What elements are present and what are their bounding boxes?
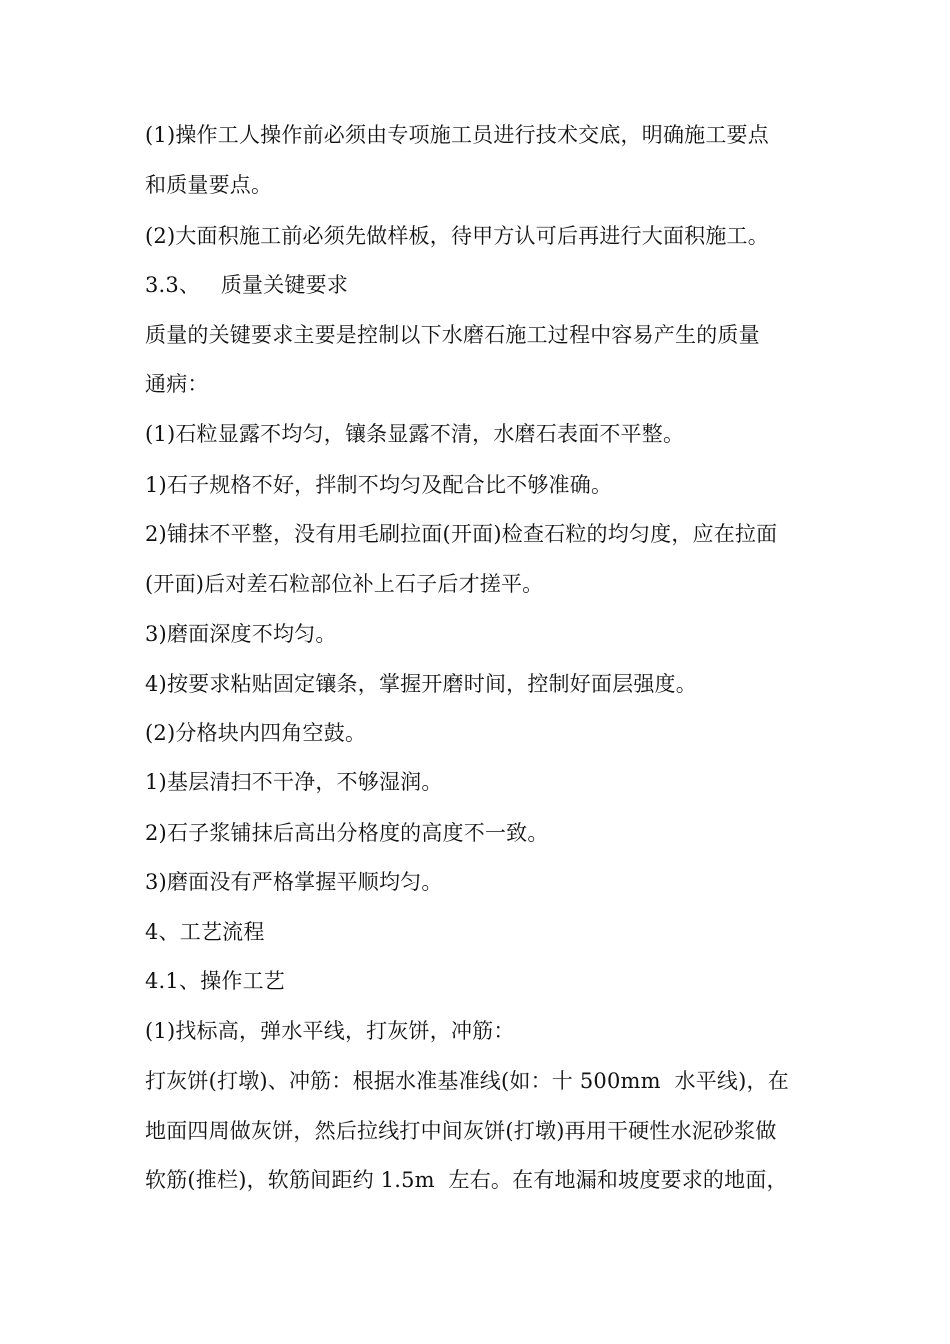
text-line: (2)分格块内四角空鼓。 (145, 721, 367, 745)
text-line: 1)基层清扫不干净，不够湿润。 (145, 770, 443, 794)
text-line: (1)操作工人操作前必须由专项施工员进行技术交底，明确施工要点 (145, 123, 769, 147)
text-line: 4)按要求粘贴固定镶条，掌握开磨时间，控制好面层强度。 (145, 672, 697, 696)
text-line: 3)磨面没有严格掌握平顺均匀。 (145, 870, 443, 894)
text-line: 1)石子规格不好，拌制不均匀及配合比不够准确。 (145, 473, 613, 497)
text-line: 质量的关键要求主要是控制以下水磨石施工过程中容易产生的质量 (145, 323, 760, 347)
text-line: 打灰饼(打墩)、冲筋：根据水准基准线(如：十 500mm 水平线)，在 (145, 1069, 789, 1093)
text-line: 软筋(推栏)，软筋间距约 1.5m 左右。在有地漏和坡度要求的地面， (145, 1168, 788, 1192)
text-line: 2)石子浆铺抹后高出分格度的高度不一致。 (145, 821, 549, 845)
text-line: (开面)后对差石粒部位补上石子后才搓平。 (145, 572, 544, 596)
text-line: 2)铺抹不平整，没有用毛刷拉面(开面)检查石粒的均匀度，应在拉面 (145, 522, 778, 546)
text-line: 和质量要点。 (145, 173, 273, 197)
text-line: (1)石粒显露不均匀，镶条显露不清，水磨石表面不平整。 (145, 422, 685, 446)
text-line: 地面四周做灰饼，然后拉线打中间灰饼(打墩)再用干硬性水泥砂浆做 (145, 1119, 777, 1143)
text-line: (1)找标高，弹水平线，打灰饼，冲筋： (145, 1019, 515, 1043)
text-line: (2)大面积施工前必须先做样板，待甲方认可后再进行大面积施工。 (145, 224, 769, 248)
text-line: 3)磨面深度不均匀。 (145, 622, 337, 646)
section-heading: 3.3、 质量关键要求 (145, 273, 349, 297)
text-line: 通病： (145, 372, 209, 396)
section-heading: 4.1、操作工艺 (145, 969, 285, 993)
section-heading: 4、工艺流程 (145, 920, 265, 944)
